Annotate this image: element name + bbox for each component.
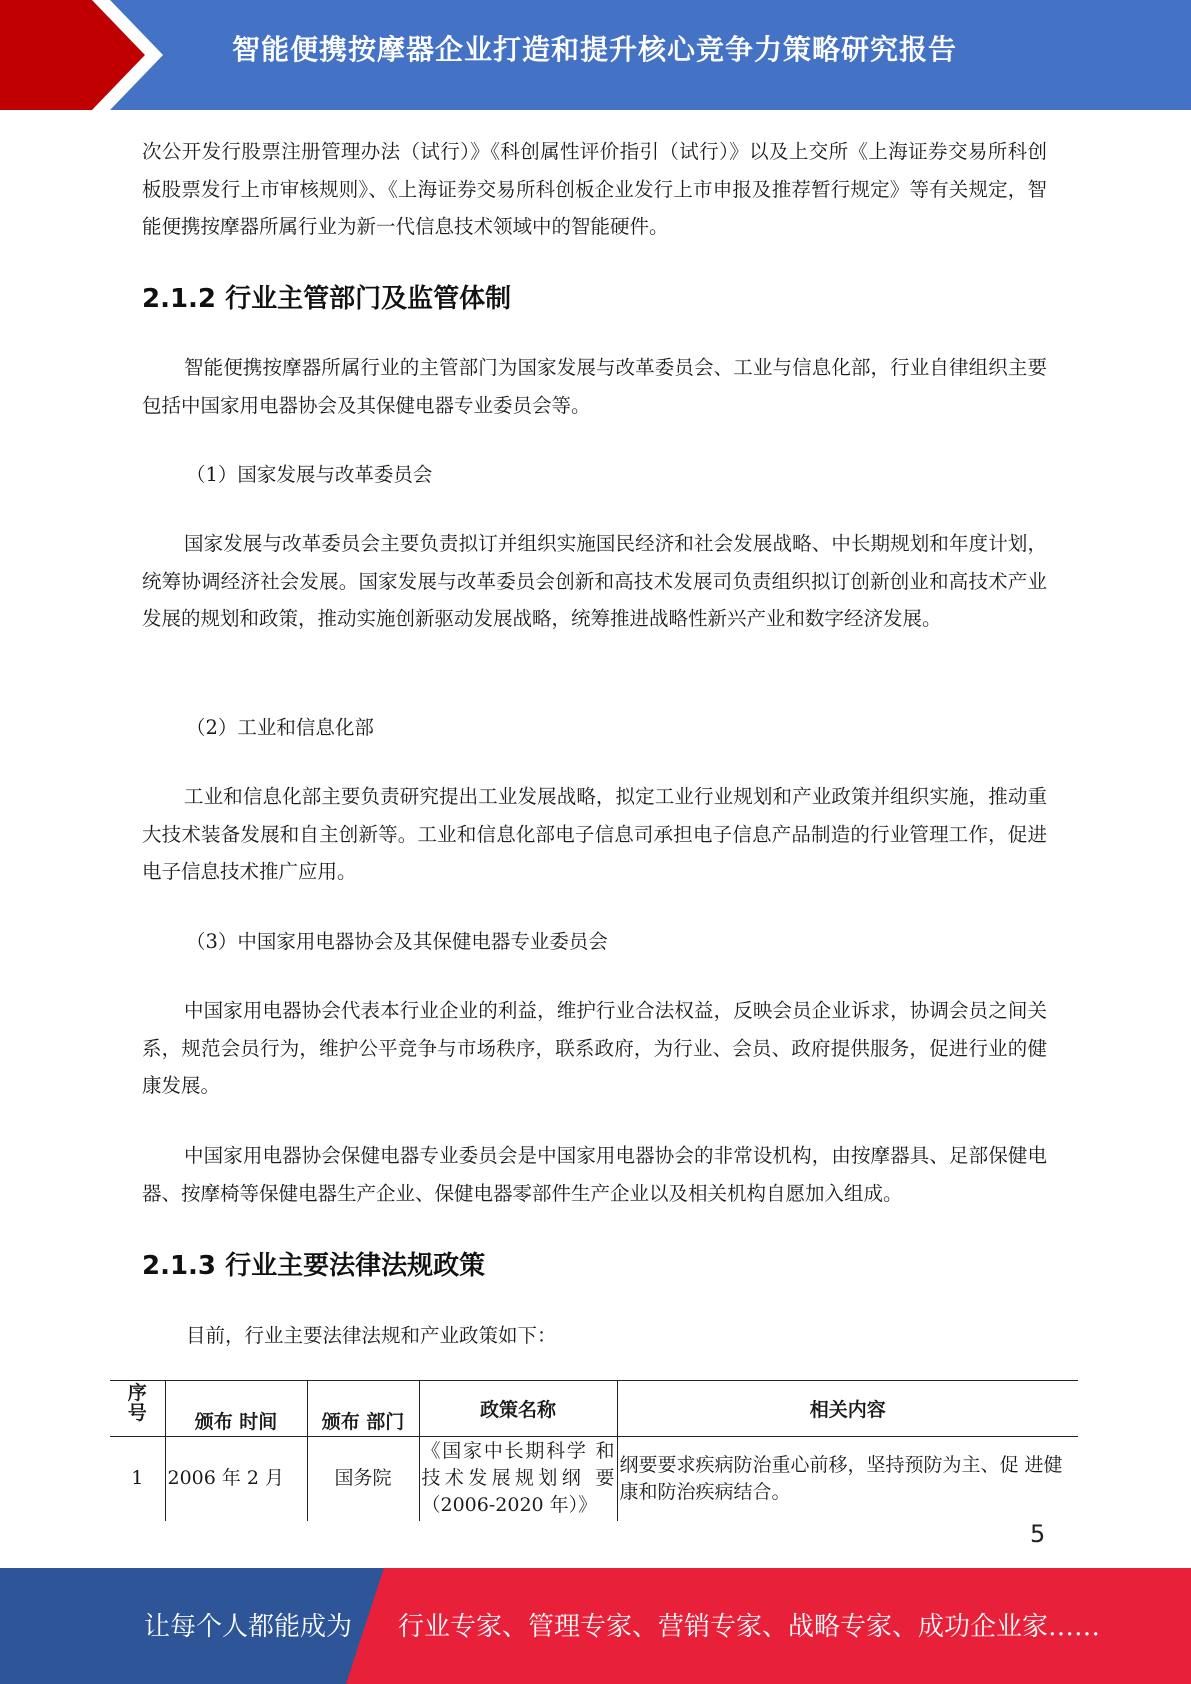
policy-name-line-2: 技术发展规划纲 要 xyxy=(421,1467,615,1490)
table-row xyxy=(110,1437,1078,1521)
table-header-row xyxy=(110,1381,1078,1437)
section-heading-2-1-3: 2.1.3 行业主要法律法规政策 xyxy=(142,1251,486,1281)
paragraph-cheaa: 中国家用电器协会代表本行业企业的利益，维护行业合法权益，反映会员企业诉求，协调会员之间关系，规范会员行为，维护公平竞争与市场秩序，联系政府，为行业、会员、政府提供服务，促进行业的健康发展。 xyxy=(142,999,1047,1097)
policy-name-line-1: 《国家中长期科学 和 xyxy=(421,1440,615,1463)
subheading-miit: （2）工业和信息化部 xyxy=(186,716,374,739)
intro-paragraph: 次公开发行股票注册管理办法（试行）》《科创属性评价指引（试行）》以及上交所《上海证券交易所科创板股票发行上市审核规则》、《上海证券交易所科创板企业发行上市申报及推荐暂行规定》等有关规定，智能便携按摩器所属行业为新一代信息技术领域中的智能硬件。 xyxy=(142,140,1047,238)
header-seq: 序号 xyxy=(110,1381,165,1437)
cell-dept: 国务院 xyxy=(307,1437,419,1521)
subheading-cheaa: （3）中国家用电器协会及其保健电器专业委员会 xyxy=(186,930,608,953)
cell-content: 纲要要求疾病防治重心前移，坚持预防为主、促 进健康和防治疾病结合。 xyxy=(617,1437,1078,1521)
cell-policy-name xyxy=(419,1437,617,1521)
paragraph-regulators: 智能便携按摩器所属行业的主管部门为国家发展与改革委员会、工业与信息化部，行业自律组织主要包括中国家用电器协会及其保健电器专业委员会等。 xyxy=(142,356,1047,417)
policy-table xyxy=(110,1380,1078,1521)
cell-time: 2006 年 2 月 xyxy=(165,1437,307,1521)
paragraph-policy-intro: 目前，行业主要法律法规和产业政策如下： xyxy=(186,1324,557,1347)
subheading-ndrc: （1）国家发展与改革委员会 xyxy=(186,463,433,486)
section-heading-2-1-2: 2.1.2 行业主管部门及监管体制 xyxy=(142,284,512,314)
footer-slogan-right: 行业专家、管理专家、营销专家、战略专家、成功企业家…… xyxy=(398,1612,1101,1642)
cell-seq: 1 xyxy=(110,1437,165,1521)
policy-name-line-3: （2006-2020 年）》 xyxy=(421,1494,598,1517)
header-time: 颁布 时间 xyxy=(165,1381,307,1437)
paragraph-health-committee: 中国家用电器协会保健电器专业委员会是中国家用电器协会的非常设机构，由按摩器具、足部保健电器、按摩椅等保健电器生产企业、保健电器零部件生产企业以及相关机构自愿加入组成。 xyxy=(142,1144,1047,1205)
footer-slogan-left: 让每个人都能成为 xyxy=(144,1612,353,1642)
page-number: 5 xyxy=(1030,1520,1046,1548)
page-header xyxy=(0,0,1191,110)
header-content: 相关内容 xyxy=(617,1381,1078,1437)
paragraph-ndrc: 国家发展与改革委员会主要负责拟订并组织实施国民经济和社会发展战略、中长期规划和年度计划，统筹协调经济社会发展。国家发展与改革委员会创新和高技术发展司负责组织拟订创新创业和高技术产业发展的规划和政策，推动实施创新驱动发展战略，统筹推进战略性新兴产业和数字经济发展。 xyxy=(142,532,1047,630)
header-policy-name: 政策名称 xyxy=(419,1381,617,1437)
page-footer xyxy=(0,1568,1191,1684)
header-dept: 颁布 部门 xyxy=(307,1381,419,1437)
report-title: 智能便携按摩器企业打造和提升核心竞争力策略研究报告 xyxy=(232,33,958,66)
paragraph-miit: 工业和信息化部主要负责研究提出工业发展战略，拟定工业行业规划和产业政策并组织实施，推动重大技术装备发展和自主创新等。工业和信息化部电子信息司承担电子信息产品制造的行业管理工作，促进电子信息技术推广应用。 xyxy=(142,785,1047,883)
